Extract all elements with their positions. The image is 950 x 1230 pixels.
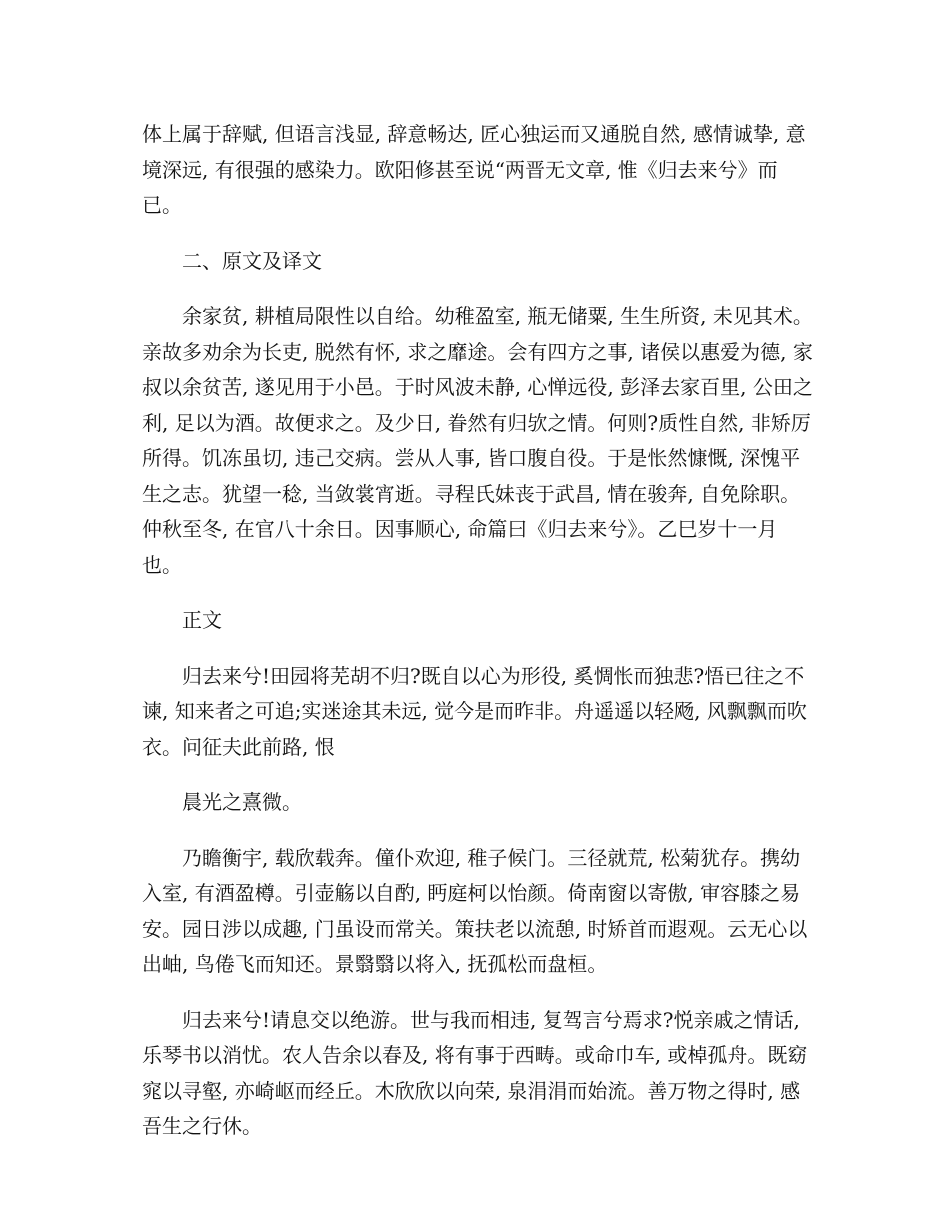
paragraph-main-1-continued: 晨光之熹微。 (182, 790, 302, 814)
paragraph-preface: 余家贫, 耕植局限性以自给。幼稚盈室, 瓶无储粟, 生生所资, 未见其术。亲故多劝余为长吏, 脱然有怀, 求之靡途。会有四方之事, 诸侯以惠爱为德, 家叔以余贫苦, 遂见用于小邑。于时风波未静, 心惮远役, 彭泽去家百里, 公田之利, 足以为酒。故便求之。及少日, 眷然有归欤之情。何则?质性自然, 非矫厉所得。饥冻虽切, 违己交病。尝从人事, 皆口腹自役。于是怅然慷慨, 深愧平生之志。犹望一稔, 当敛裳宵逝。寻程氏妹丧于武昌, 情在骏奔, 自免除职。仲秋至冬, 在官八十余日。因事顺心, 命篇曰《归去来兮》。乙巳岁十一月也。 (142, 304, 813, 577)
paragraph-main-1: 归去来兮!田园将芜胡不归?既自以心为形役, 奚惆怅而独悲?悟已往之不谏, 知来者之可追;实迷途其未远, 觉今是而昨非。舟遥遥以轻飏, 风飘飘而吹衣。问征夫此前路, 恨 (142, 663, 807, 759)
document-page (142, 117, 814, 1165)
paragraph-intro-continued: 体上属于辞赋, 但语言浅显, 辞意畅达, 匠心独运而又通脱自然, 感情诚挚, 意境深远, 有很强的感染力。欧阳修甚至说“两晋无文章, 惟《归去来兮》而已。 (142, 122, 806, 217)
paragraph-main-2: 乃瞻衡宇, 载欣载奔。僮仆欢迎, 稚子候门。三径就荒, 松菊犹存。携幼入室, 有酒盈樽。引壶觞以自酌, 眄庭柯以怡颜。倚南窗以寄傲, 审容膝之易安。园日涉以成趣, 门虽设而常关。策扶老以流憩, 时矫首而遐观。云无心以出岫, 鸟倦飞而知还。景翳翳以将入, 抚孤松而盘桓。 (142, 845, 808, 976)
sub-heading-main-text: 正文 (182, 608, 222, 632)
section-heading-original-and-translation: 二、原文及译文 (182, 248, 322, 273)
paragraph-main-3: 归去来兮!请息交以绝游。世与我而相违, 复驾言兮焉求?悦亲戚之情话, 乐琴书以消忧。农人告余以春及, 将有事于西畴。或命巾车, 或棹孤舟。既窈窕以寻壑, 亦崎岖而经丘。木欣欣以向荣, 泉涓涓而始流。善万物之得时, 感吾生之行休。 (142, 1007, 808, 1138)
